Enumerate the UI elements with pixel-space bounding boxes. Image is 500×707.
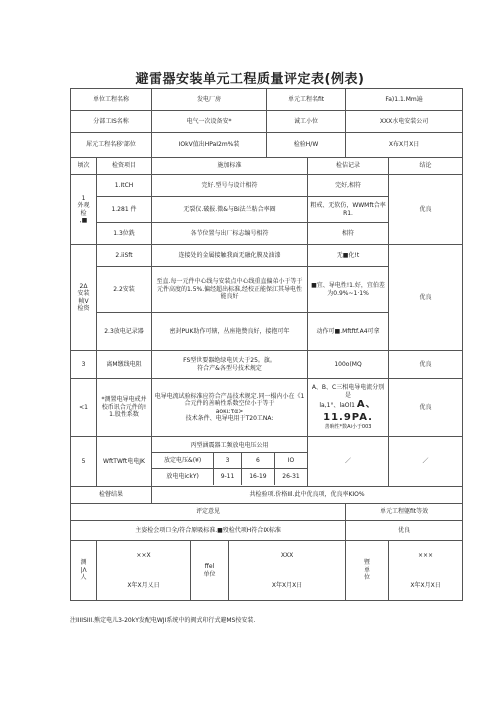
signature-supervisor: ××× X年X月X日 [389,541,463,601]
s5-seq: 5 [71,437,97,487]
col-conclusion: 结论 [389,158,463,175]
footnote: 注IIIISIII.熊定电儿3-20kY发配电WJI系统中的阀式印行式避MS按安装. [70,617,256,624]
element-project-value: Fa)1.1.Mm遍 [346,89,463,111]
s1-item-1: 1.ItCH [97,175,152,197]
s2-item-3: 2.3放电记录器 [97,313,152,351]
s2-standard-2: 至直.每一元件中心线与安装点中心线重直偏弟小于等于元件高度的1.5%.偏经超出标准,经校正能保江其导电性能良好 [152,267,308,313]
s1-standard-2: 无裂仪.破报.微&与Bi法兰粘合率圈 [152,197,308,223]
s1-record-3: 相符 [308,223,389,245]
unit-project-label: 单位工程名称 [71,89,152,111]
signature-label-tester: 测 |Λ 人 [71,541,97,601]
col-standard: 施加标准 [152,158,308,175]
element-location-label: 犀元工程名移'部位 [71,133,152,158]
s5-cell: 放定电压&(¥) [152,453,214,469]
s1-standard-3: 各节位置与出厂标志编号相符 [152,223,308,245]
s4-conclusion: 优良 [389,379,463,437]
unit-project-value: 发电厂房 [152,89,267,111]
s3-conclusion: 优良 [389,351,463,379]
s2-item-2: 2.2安装 [97,267,152,313]
s5-conclusion: ／ [389,437,463,487]
col-seq: 顷次 [71,158,97,175]
construction-unit-value: XXX水电安装公司 [346,111,463,133]
section1-label: 1 外观 检 ,■ [71,175,97,245]
s4-record: A、B、C三相电导电流分别是 la,1°、laOl1 A、 11.9PA. 善晌性*数Ai小于003 [308,379,389,437]
s2-standard-3: 密封PUK助作可辖，丛座艳赞良好，接抱可年 [152,313,308,351]
s5-cell: 9-11 [214,469,242,485]
s3-standard: FS型世要器绝绿电贝大于25。旗。 符合产&各型号技术规定 [152,351,308,379]
quality-evaluation-table [70,88,463,601]
s2-standard-1: 连接处的金属接触我面无融化膜及油漆 [152,245,308,267]
evaluation-opinion-label: 评定意见 [71,504,346,521]
s5-record: ／ [308,437,389,487]
s5-item: WftTWft电电JK [97,437,152,487]
section2-label: 2Δ 安装 帧V 检资 [71,245,97,351]
signature-label-supervisor: 暨 单 位 [346,541,389,601]
element-location-value: IOkV值出HPaI2m%装 [152,133,267,158]
s1-conclusion: 优良 [389,175,463,245]
s2-record-3: 动作可■.Mftftf.A4可拿 [308,313,389,351]
element-project-label: 单元工程名fit [267,89,346,111]
s3-record: 100o(MQ [308,351,389,379]
result-label: 检瞽结果 [71,487,152,504]
signature-label-unit: ffel 单位 [191,541,229,601]
s4-item: *测置电导电戒并校币讯合元件的!1.股性系数 [97,379,152,437]
s2-item-1: 2.iiSft [97,245,152,267]
s5-standard-table [152,437,308,487]
s5-cell: IO [275,453,308,469]
evaluation-grade-label: 单元工程躯fit等效 [346,504,463,521]
construction-unit-label: 诚工小位 [267,111,346,133]
s5-subtable-header: 丙型涵震器工频放电电压公用 [152,439,307,453]
s4-standard: 电导电流试验标准应符合产品技术规定.同一榻内小在《1合元件的善晌性系数空位小于等于 aoκι:τα> 技术条件、电导电用于T20工NA: [152,379,308,437]
s1-standard-1: 完好.型号与设计相符 [152,175,308,197]
form-title: 避雷器安装单元工程质量评定表(例表) [135,72,365,87]
s1-item-3: 1.3位銑 [97,223,152,245]
s1-record-1: 完好,相符 [308,175,389,197]
inspect-date-value: X布X月X日 [346,133,463,158]
signature-unit: XXX X年X月X日 [229,541,346,601]
col-record: 检佶记录 [308,158,389,175]
evaluation-opinion-value: 主姿检会项口全/符合原吸标准.■殁检代项H符合Ⅸ标准 [71,521,346,541]
sub-project-value: 电气一次设备安* [152,111,267,133]
sub-project-label: 分部工IS名称 [71,111,152,133]
result-value: 共检验项.价格IIl.此中优良项，优良率KIO% [152,487,463,504]
s2-record-2: ■宜、导电性!1.好，宜伯差为0.9%~1·1% [308,267,389,313]
s3-seq: 3 [71,351,97,379]
s5-cell: 6 [241,453,274,469]
signature-tester: ××X X年X月乂日 [97,541,191,601]
s1-item-2: 1.281 件 [97,197,152,223]
col-item: 检资项目 [97,158,152,175]
s5-cell: 放电电ickY) [152,469,214,485]
s5-cell: 3 [214,453,242,469]
s1-record-2: 粗戒、无软仿，WWMft合率 R1. [308,197,389,223]
s5-cell: 16-19 [241,469,274,485]
evaluation-grade-value: 优良 [346,521,463,541]
s2-conclusion: 优良 [389,245,463,351]
s5-cell: 26-31 [275,469,308,485]
s2-record-1: 无■化!t [308,245,389,267]
s4-seq: <1 [71,379,97,437]
inspect-date-label: 检验H/W [267,133,346,158]
s3-item: 离M缴线电阻 [97,351,152,379]
